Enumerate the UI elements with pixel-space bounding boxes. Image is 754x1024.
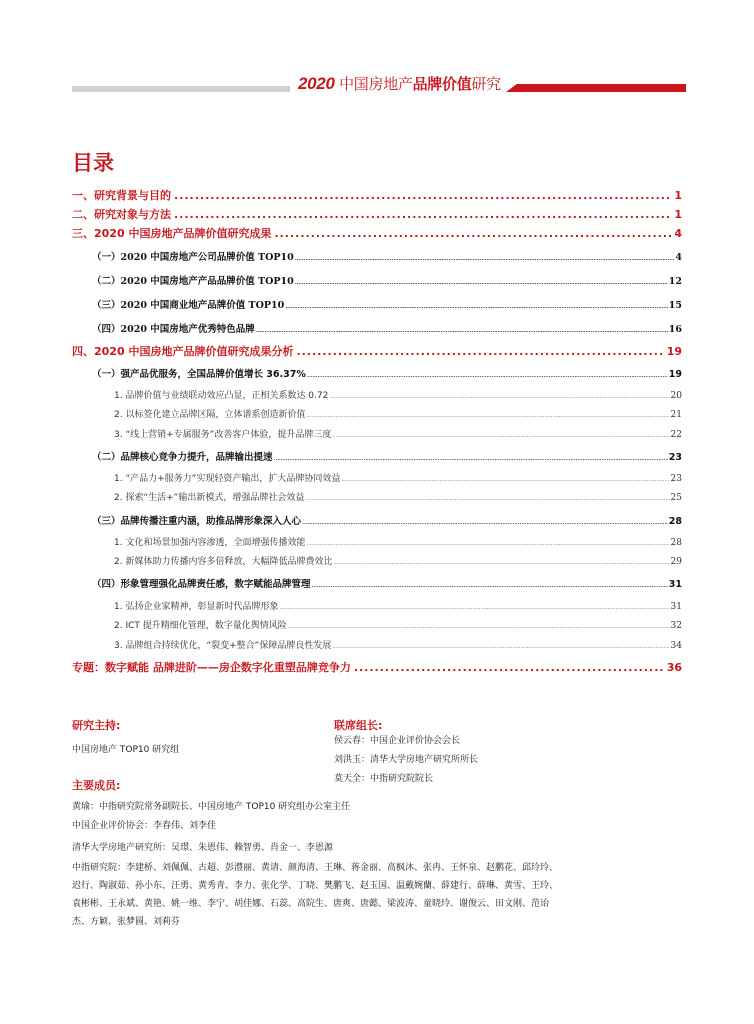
- host-title: 研究主持:: [72, 719, 121, 732]
- toc-entry-3-2[interactable]: （二）2020 中国房地产产品品牌价值 TOP10 ..... 12: [92, 273, 682, 287]
- toc-entry-4[interactable]: 四、2020 中国房地产品牌价值研究成果分析 ..... 19: [72, 343, 682, 359]
- toc-entry-special[interactable]: 专题：数字赋能 品牌进阶——房企数字化重塑品牌竞争力 ..... 36: [72, 659, 682, 675]
- toc-entry-1[interactable]: 一、研究背景与目的 ..... 1: [72, 187, 682, 203]
- toc-entry-4-2[interactable]: （二）品牌核心竞争力提升，品牌输出提速 ..... 23: [92, 449, 682, 463]
- toc-entry-4-4-1[interactable]: 1. 弘扬企业家精神，彰显新时代品牌形象 ..... 31: [114, 599, 682, 612]
- header-year: 2020: [298, 74, 335, 93]
- toc-title: 目录: [72, 151, 114, 175]
- member-line-1: 黄瑜：中指研究院常务副院长、中国房地产 TOP10 研究组办公室主任: [72, 802, 351, 812]
- member-line-7: 杰、方颖、张梦圆、刘莉芬: [72, 917, 181, 927]
- toc-entry-3-4[interactable]: （四）2020 中国房地产优秀特色品牌 ..... 16: [92, 321, 682, 335]
- toc-entry-4-1[interactable]: （一）强产品优服务，全国品牌价值增长 36.37% ..... 19: [92, 366, 682, 380]
- header-part2: 品牌价值: [412, 75, 472, 93]
- member-line-5: 迟行、陶淑茹、孙小东、汪勇、黄秀青、李力、张化学、丁晓、樊鹏飞、赵玉国、温戴婉蘭、薛建行、薛琳、黄雪、王玲、: [72, 881, 559, 891]
- header-left-bar: [72, 86, 290, 92]
- toc-entry-4-1-1[interactable]: 1. 品牌价值与业绩联动效应凸显，正相关系数达 0.72 ..... 20: [114, 388, 682, 401]
- member-line-2: 中国企业评价协会：李春伟、刘李佳: [72, 821, 217, 831]
- toc-entry-3-3[interactable]: （三）2020 中国商业地产品牌价值 TOP10 ..... 15: [92, 297, 682, 311]
- toc-entry-4-3-1[interactable]: 1. 文化和场景加强内容渗透，全面增强传播效能 ..... 28: [114, 535, 682, 548]
- toc-entry-4-2-1[interactable]: 1. “产品力+服务力”实现轻资产输出，扩大品牌协同效益 ..... 23: [114, 471, 682, 484]
- toc-entry-4-2-2[interactable]: 2. 探索“生活+”输出新模式，增强品牌社会效益 ..... 25: [114, 490, 682, 503]
- toc-entry-4-4[interactable]: （四）形象管理强化品牌责任感，数字赋能品牌管理 ..... 31: [92, 576, 682, 590]
- toc-entry-4-4-3[interactable]: 3. 品牌组合持续优化，“裂变+整合”保障品牌良性发展 ..... 34: [114, 638, 682, 651]
- member-line-4: 中指研究院：李建桥、刘佩佩、古超、彭澧丽、黄请、颜海清、王琳、蒋金丽、高枫沐、张冉、王怀泉、赵鹏花、邱玲玲、: [72, 863, 559, 873]
- toc-entry-3-1[interactable]: （一）2020 中国房地产公司品牌价值 TOP10 ..... 4: [92, 249, 682, 263]
- toc-entry-4-3-2[interactable]: 2. 新媒体助力传播内容多倍释放，大幅降低品牌费效比 ..... 29: [114, 554, 682, 567]
- toc-entry-4-3[interactable]: （三）品牌传播注重内涵，助推品牌形象深入人心 ..... 28: [92, 513, 682, 527]
- header-title: [298, 73, 501, 95]
- toc-entry-4-1-3[interactable]: 3. “线上营销+专属服务”改善客户体验，提升品牌三度 ..... 22: [114, 427, 682, 440]
- member-line-6: 袁彬彬、王永斌、黄艳、姚一维、李宁、胡佳娜、石蕊、高院生、唐爽、唐懿、梁波涛、童晓玲、谢俊云、田文刚、范诒: [72, 899, 550, 909]
- leader-3: 莫天全：中指研究院院长: [334, 774, 434, 784]
- toc-entry-3[interactable]: 三、2020 中国房地产品牌价值研究成果 ..... 4: [72, 225, 682, 241]
- header-right-bar: [506, 84, 686, 92]
- member-line-3: 清华大学房地产研究所：吴璟、朱恩伟、赖智勇、肖金一、李恩源: [72, 843, 334, 853]
- header-part3: 研究: [471, 75, 501, 93]
- members-title: 主要成员:: [72, 779, 121, 792]
- host-name: 中国房地产 TOP10 研究组: [72, 745, 180, 755]
- toc-entry-2[interactable]: 二、研究对象与方法 ..... 1: [72, 206, 682, 222]
- header-part1: 中国房地产: [334, 75, 413, 93]
- leader-1: 侯云春：中国企业评价协会会长: [334, 736, 461, 746]
- toc-entry-4-1-2[interactable]: 2. 以标签化建立品牌区隔，立体谱系创造新价值 ..... 21: [114, 407, 682, 420]
- leaders-title: 联席组长:: [334, 719, 383, 732]
- leader-2: 刘洪玉：清华大学房地产研究所所长: [334, 755, 479, 765]
- toc-entry-4-4-2[interactable]: 2. ICT 提升精细化管理，数字量化舆情风险 ..... 32: [114, 618, 682, 631]
